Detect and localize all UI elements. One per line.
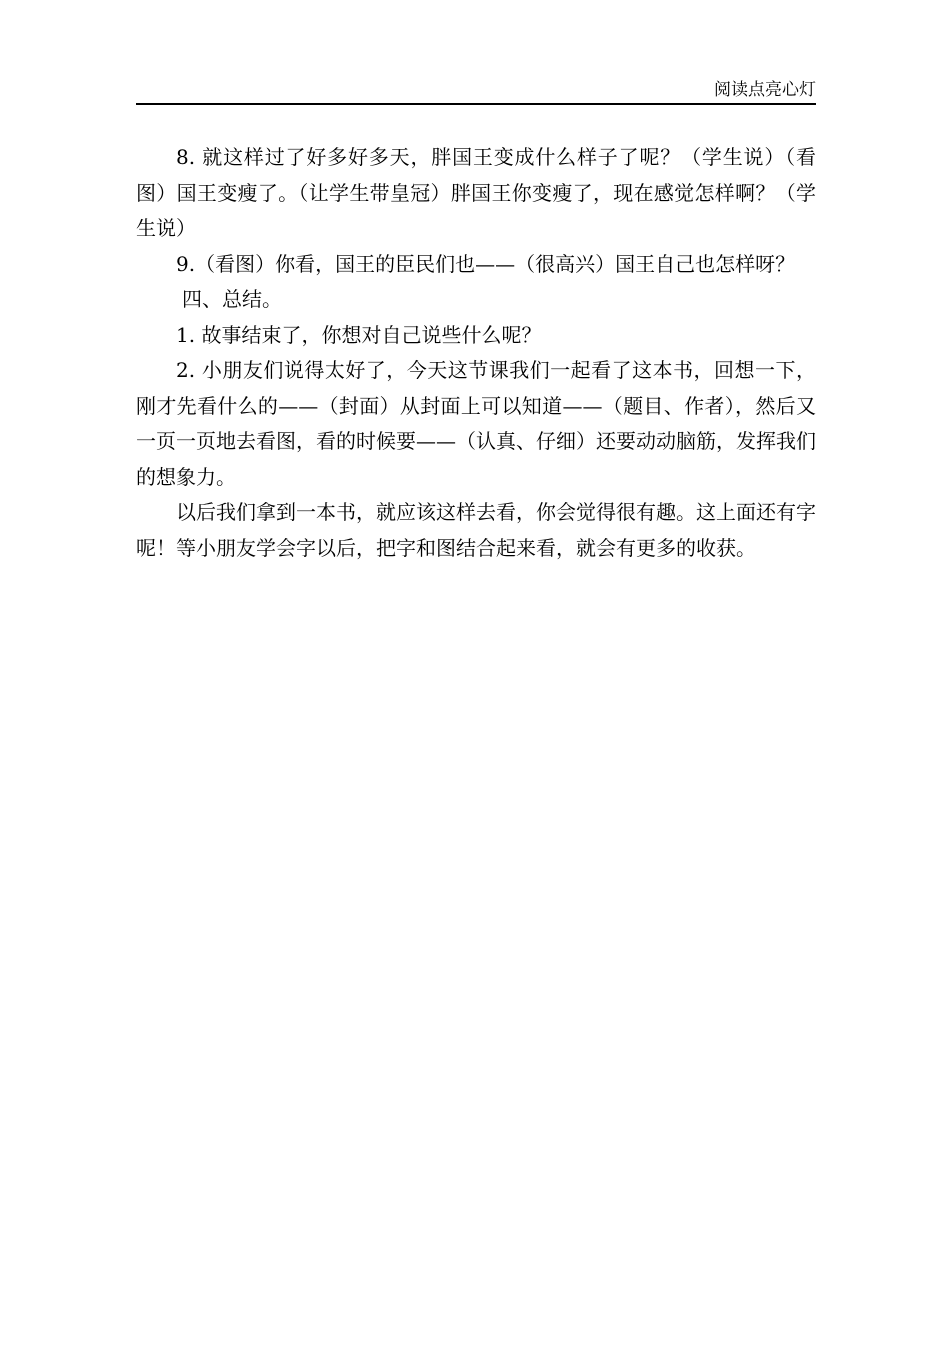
paragraph-summary-1: 1. 故事结束了，你想对自己说些什么呢？ bbox=[176, 322, 542, 347]
paragraph-summary-2: 2. 小朋友们说得太好了，今天这节课我们一起看了这本书，回想一下，刚才先看什么的——（封面）从封面上可以知道——（题目、作者），然后又一页一页地去看图，看的时候要——（认真、仔细）还要动动脑筋，发挥我们的想象力。 bbox=[136, 358, 816, 489]
paragraph-step-8: 8. 就这样过了好多好多天，胖国王变成什么样子了呢？（学生说）（看图）国王变瘦了。（让学生带皇冠）胖国王你变瘦了，现在感觉怎样啊？（学生说） bbox=[136, 145, 816, 240]
section-heading-summary: 四、总结。 bbox=[182, 287, 282, 311]
document-body bbox=[136, 140, 816, 566]
header-title: 阅读点亮心灯 bbox=[714, 80, 816, 100]
paragraph-closing: 以后我们拿到一本书，就应该这样去看，你会觉得很有趣。这上面还有字呢！等小朋友学会字以后，把字和图结合起来看，就会有更多的收获。 bbox=[136, 500, 816, 560]
page-header bbox=[136, 78, 816, 105]
paragraph-step-9: 9.（看图）你看，国王的臣民们也——（很高兴）国王自己也怎样呀？ bbox=[176, 251, 796, 276]
